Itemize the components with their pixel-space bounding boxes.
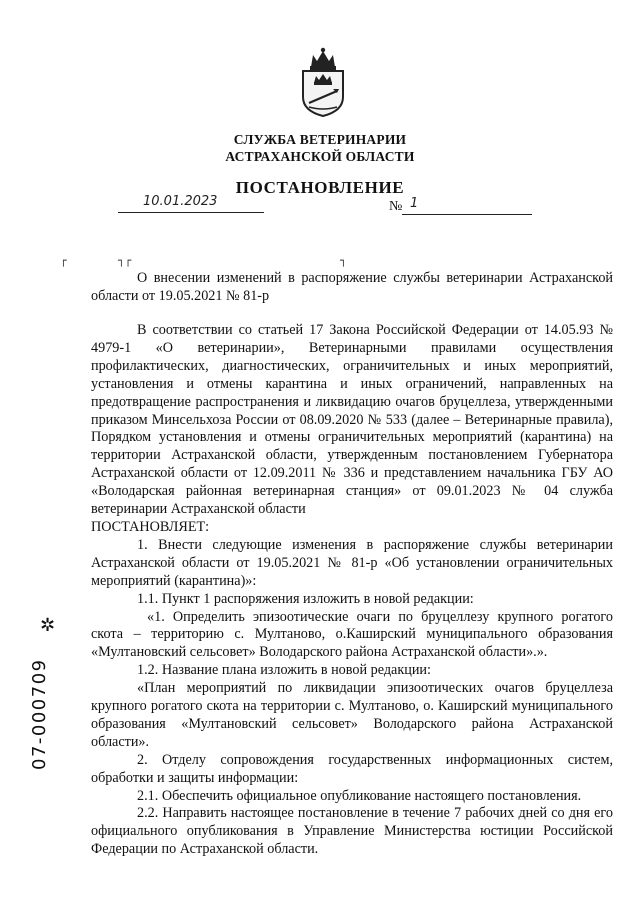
margin-symbol: ✲ <box>40 615 56 636</box>
paragraph-item-1: 1. Внести следующие изменения в распоряжение службы ветеринарии Астраханской области от 19.05.2021 № 81-р «Об установлении ограничительных мероприятий (карантина)»: <box>91 536 613 589</box>
corner-mark-subject-right: ┐ <box>340 254 347 267</box>
date-underline <box>118 211 264 213</box>
document-subject: О внесении изменений в распоряжение службы ветеринарии Астраханской области от 19.05.2021 № 81-р <box>91 270 613 304</box>
paragraph-item-1-2: 1.2. Название плана изложить в новой редакции: <box>137 662 431 679</box>
paragraph-quote-plan: «План мероприятий по ликвидации эпизоотических очагов бруцеллеза крупного рогатого скота на территории с. Мултаново, о. Каширский муниципального образования «Мултановский сельсовет» Володарского района Астраханской области». <box>91 680 613 750</box>
paragraph-quote-1: «1. Определить эпизоотические очаги по бруцеллезу крупного рогатого скота – территорию с. Мултаново, о.Каширский муниципального образования «Мултановский сельсовет» Володарского района Астраханской области».». <box>91 608 613 661</box>
paragraph-item-2-1: 2.1. Обеспечить официальное опубликование настоящего постановления. <box>137 787 582 804</box>
number-label: № <box>389 199 403 214</box>
document-body <box>91 322 613 859</box>
paragraph-item-1-1: 1.1. Пункт 1 распоряжения изложить в новой редакции: <box>137 590 474 607</box>
margin-registration-stamp: 07-000709 <box>29 658 50 770</box>
corner-mark-subject-left: ┐┌ <box>118 254 132 267</box>
corner-mark-left: ┌ <box>60 254 67 267</box>
org-name-line2: АСТРАХАНСКОЙ ОБЛАСТИ <box>225 149 415 164</box>
paragraph-preamble: В соответствии со статьей 17 Закона Российской Федерации от 14.05.93 № 4979-1 «О ветеринарии», Ветеринарными правилами осуществления профилактических, диагностических, ограничительных и иных мероприятий, установления и отмены карантина и иных ограничений, направленных на предотвращение распространения и ликвидацию очагов бруцеллеза, утвержденными приказом Минсельхоза России от 08.09.2020 № 533 (далее – Ветеринарные правила), Порядком установления и отмены ограничительных мероприятий (карантина) на территории Астраханской области, утвержденным постановлением Губернатора Астраханской области от 12.09.2011 № 336 и представлением начальника ГБУ АО «Володарская районная ветеринарная станция» от 09.01.2023 № 04 служба ветеринарии Астраханской области <box>91 322 613 518</box>
coat-of-arms-emblem <box>297 45 349 117</box>
number-underline <box>402 213 532 215</box>
paragraph-item-2: 2. Отделу сопровождения государственных информационных систем, обработки и защиты информации: <box>91 751 613 786</box>
handwritten-date: 10.01.2023 <box>143 194 218 209</box>
org-name-line1: СЛУЖБА ВЕТЕРИНАРИИ <box>233 132 407 147</box>
document-type-title: ПОСТАНОВЛЕНИЕ <box>235 178 405 197</box>
paragraph-resolves: ПОСТАНОВЛЯЕТ: <box>91 518 210 535</box>
paragraph-item-2-2: 2.2. Направить настоящее постановление в течение 7 рабочих дней со дня его официального опубликования в Управление Министерства юстиции Российской Федерации по Астраханской области. <box>91 805 613 858</box>
handwritten-number: 1 <box>410 196 419 211</box>
